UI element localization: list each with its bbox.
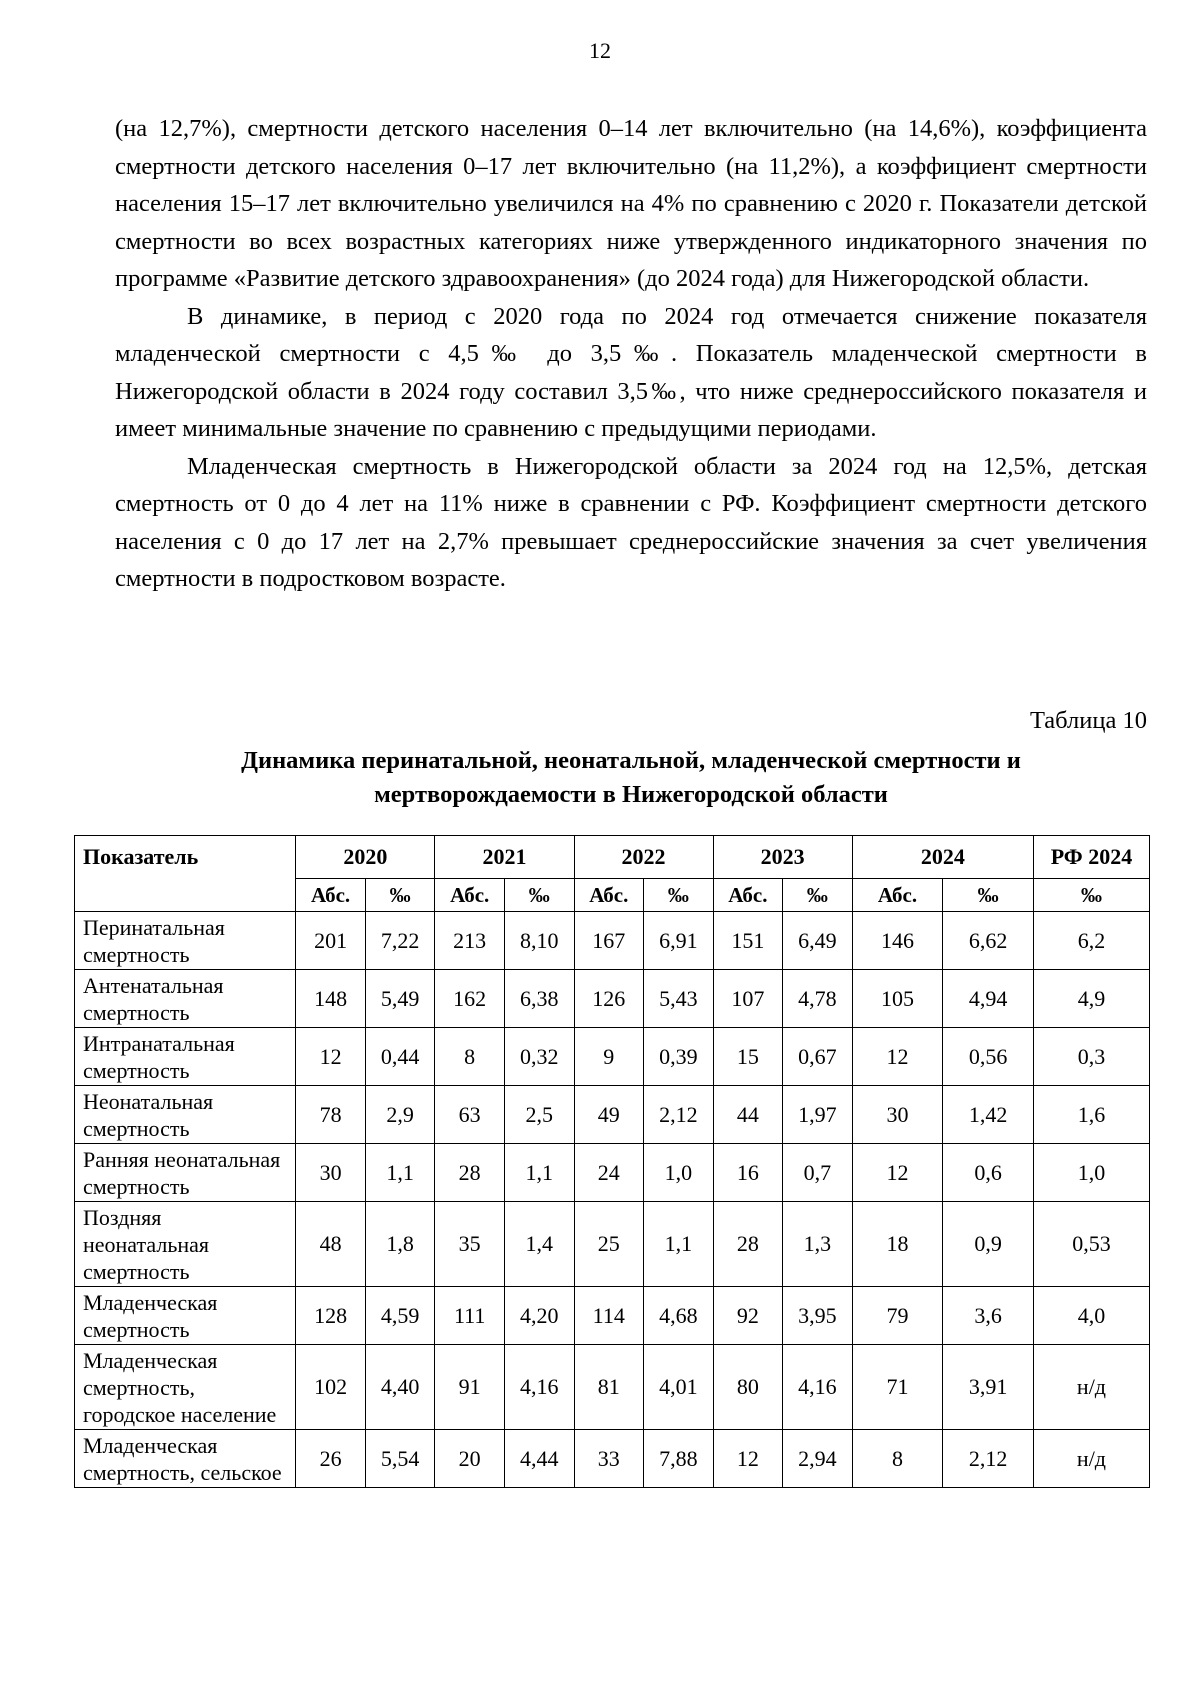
page-number: 12: [589, 38, 611, 63]
permille-header: ‰: [504, 879, 574, 912]
table-cell: 7,88: [644, 1430, 714, 1488]
table-cell: 4,40: [365, 1345, 435, 1430]
table-cell: 128: [296, 1287, 366, 1345]
table-cell: 167: [574, 912, 644, 970]
table-cell: 18: [852, 1202, 943, 1287]
row-label: Младенческая смертность: [75, 1287, 296, 1345]
table-cell: 1,4: [504, 1202, 574, 1287]
table-cell: 78: [296, 1086, 366, 1144]
table-cell: 4,01: [644, 1345, 714, 1430]
table-cell: 16: [713, 1144, 783, 1202]
permille-header: ‰: [943, 879, 1034, 912]
table-cell: 1,0: [1033, 1144, 1149, 1202]
row-label: Младенческая смертность, городское население: [75, 1345, 296, 1430]
abs-header: Абс.: [574, 879, 644, 912]
table-cell: 1,6: [1033, 1086, 1149, 1144]
row-label: Интранатальная смертность: [75, 1028, 296, 1086]
table-header-row: [75, 836, 1150, 879]
table-cell: 20: [435, 1430, 505, 1488]
table-cell: 4,0: [1033, 1287, 1149, 1345]
table-cell: 213: [435, 912, 505, 970]
table-cell: 0,56: [943, 1028, 1034, 1086]
row-label: Неонатальная смертность: [75, 1086, 296, 1144]
row-label: Перинатальная смертность: [75, 912, 296, 970]
table-cell: 24: [574, 1144, 644, 1202]
table-row: [75, 1430, 1150, 1488]
table-cell: 2,12: [644, 1086, 714, 1144]
table-cell: 28: [435, 1144, 505, 1202]
table-cell: 4,59: [365, 1287, 435, 1345]
year-header-2020: 2020: [296, 836, 435, 879]
year-header-2022: 2022: [574, 836, 713, 879]
table-row: [75, 1202, 1150, 1287]
permille-header: ‰: [783, 879, 853, 912]
table-cell: 0,53: [1033, 1202, 1149, 1287]
table-cell: 30: [852, 1086, 943, 1144]
indicator-header: Показатель: [75, 836, 296, 912]
table-cell: 102: [296, 1345, 366, 1430]
table-cell: 2,5: [504, 1086, 574, 1144]
table-cell: 71: [852, 1345, 943, 1430]
table-row: [75, 1086, 1150, 1144]
table-cell: 3,6: [943, 1287, 1034, 1345]
rf-header: РФ 2024: [1033, 836, 1149, 879]
table-cell: 33: [574, 1430, 644, 1488]
year-header-2023: 2023: [713, 836, 852, 879]
table-cell: 92: [713, 1287, 783, 1345]
table-cell: 63: [435, 1086, 505, 1144]
table-row: [75, 1144, 1150, 1202]
permille-header: ‰: [365, 879, 435, 912]
table-row: [75, 912, 1150, 970]
table-cell: 151: [713, 912, 783, 970]
table-cell: 1,1: [644, 1202, 714, 1287]
table-body: [75, 912, 1150, 1488]
table-cell: 1,0: [644, 1144, 714, 1202]
table-cell: 12: [852, 1144, 943, 1202]
table-cell: 8: [852, 1430, 943, 1488]
table-cell: 0,39: [644, 1028, 714, 1086]
table-cell: 8,10: [504, 912, 574, 970]
table-cell: 26: [296, 1430, 366, 1488]
table-cell: 2,94: [783, 1430, 853, 1488]
table-cell: 6,91: [644, 912, 714, 970]
paragraph-2: В динамике, в период с 2020 года по 2024 год отмечается снижение показателя младенческой смертности с 4,5‰ до 3,5‰. Показатель младенческой смертности в Нижегородской области в 2024 году составил 3,5‰, что ниже среднероссийского показателя и имеет минимальные значение по сравнению с предыдущими периодами.: [115, 302, 1147, 442]
year-header-2024: 2024: [852, 836, 1033, 879]
table-cell: 0,6: [943, 1144, 1034, 1202]
table-cell: 12: [852, 1028, 943, 1086]
table-row: [75, 1287, 1150, 1345]
table-cell: 2,9: [365, 1086, 435, 1144]
table-cell: 4,94: [943, 970, 1034, 1028]
table-cell: н/д: [1033, 1430, 1149, 1488]
abs-header: Абс.: [852, 879, 943, 912]
table-row: [75, 1028, 1150, 1086]
table-cell: 48: [296, 1202, 366, 1287]
table-cell: 30: [296, 1144, 366, 1202]
table-cell: 5,54: [365, 1430, 435, 1488]
table-cell: 148: [296, 970, 366, 1028]
row-label: Антенатальная смертность: [75, 970, 296, 1028]
row-label: Ранняя неонатальная смертность: [75, 1144, 296, 1202]
table-cell: 80: [713, 1345, 783, 1430]
table-label: Таблица 10: [1029, 707, 1147, 734]
table-title-line-1: Динамика перинатальной, неонатальной, младенческой смертности и: [241, 747, 1021, 774]
table-cell: 25: [574, 1202, 644, 1287]
body-text: [115, 110, 1147, 598]
table-title-line-2: мертворождаемости в Нижегородской области: [374, 781, 888, 808]
table-cell: 114: [574, 1287, 644, 1345]
table-cell: 201: [296, 912, 366, 970]
permille-header: ‰: [1033, 879, 1149, 912]
table-cell: 91: [435, 1345, 505, 1430]
year-header-2021: 2021: [435, 836, 574, 879]
table-cell: 1,1: [504, 1144, 574, 1202]
table-row: [75, 970, 1150, 1028]
table-row: [75, 1345, 1150, 1430]
table-cell: 0,7: [783, 1144, 853, 1202]
table-cell: 49: [574, 1086, 644, 1144]
table-cell: 4,44: [504, 1430, 574, 1488]
paragraph-3: Младенческая смертность в Нижегородской области за 2024 год на 12,5%, детская смертность от 0 до 4 лет на 11% ниже в сравнении с РФ. Коэффициент смертности детского населения с 0 до 17 лет на 2,7% превышает среднероссийские значения за счет увеличения смертности в подростковом возрасте.: [115, 452, 1147, 592]
table-cell: 1,1: [365, 1144, 435, 1202]
table-cell: 4,16: [504, 1345, 574, 1430]
row-label: Младенческая смертность, сельское: [75, 1430, 296, 1488]
table-cell: 1,8: [365, 1202, 435, 1287]
table-cell: 1,97: [783, 1086, 853, 1144]
table-cell: 81: [574, 1345, 644, 1430]
table-cell: 5,43: [644, 970, 714, 1028]
table-cell: 146: [852, 912, 943, 970]
table-cell: 111: [435, 1287, 505, 1345]
table-cell: 12: [713, 1430, 783, 1488]
table-cell: 0,9: [943, 1202, 1034, 1287]
table-cell: 6,62: [943, 912, 1034, 970]
table-cell: 3,95: [783, 1287, 853, 1345]
table-cell: 5,49: [365, 970, 435, 1028]
table-cell: 0,32: [504, 1028, 574, 1086]
table-cell: 8: [435, 1028, 505, 1086]
table-cell: 126: [574, 970, 644, 1028]
row-label: Поздняя неонатальная смертность: [75, 1202, 296, 1287]
table-cell: н/д: [1033, 1345, 1149, 1430]
table-cell: 79: [852, 1287, 943, 1345]
abs-header: Абс.: [296, 879, 366, 912]
table-cell: 4,16: [783, 1345, 853, 1430]
mortality-table: [74, 835, 1150, 1488]
table-cell: 1,42: [943, 1086, 1034, 1144]
table-cell: 12: [296, 1028, 366, 1086]
table-cell: 107: [713, 970, 783, 1028]
abs-header: Абс.: [435, 879, 505, 912]
permille-header: ‰: [644, 879, 714, 912]
table-cell: 105: [852, 970, 943, 1028]
table-cell: 4,20: [504, 1287, 574, 1345]
table-cell: 9: [574, 1028, 644, 1086]
abs-header: Абс.: [713, 879, 783, 912]
table-cell: 4,9: [1033, 970, 1149, 1028]
paragraph-1: (на 12,7%), смертности детского населения 0–14 лет включительно (на 14,6%), коэффициента смертности детского населения 0–17 лет включительно (на 11,2%), а коэффициент смертности населения 15–17 лет включительно увеличился на 4% по сравнению с 2020 г. Показатели детской смертности во всех возрастных категориях ниже утвержденного индикаторного значения по программе «Развитие детского здравоохранения» (до 2024 года) для Нижегородской области.: [115, 115, 1147, 292]
table-cell: 162: [435, 970, 505, 1028]
table-cell: 1,3: [783, 1202, 853, 1287]
table-cell: 0,3: [1033, 1028, 1149, 1086]
table-cell: 6,2: [1033, 912, 1149, 970]
table-cell: 7,22: [365, 912, 435, 970]
table-title: [0, 744, 1200, 812]
table-cell: 2,12: [943, 1430, 1034, 1488]
table-cell: 3,91: [943, 1345, 1034, 1430]
table-cell: 6,49: [783, 912, 853, 970]
table-cell: 0,67: [783, 1028, 853, 1086]
table-cell: 35: [435, 1202, 505, 1287]
table-cell: 44: [713, 1086, 783, 1144]
table-cell: 4,78: [783, 970, 853, 1028]
table-cell: 0,44: [365, 1028, 435, 1086]
table-cell: 15: [713, 1028, 783, 1086]
table-cell: 6,38: [504, 970, 574, 1028]
table-cell: 4,68: [644, 1287, 714, 1345]
table-cell: 28: [713, 1202, 783, 1287]
